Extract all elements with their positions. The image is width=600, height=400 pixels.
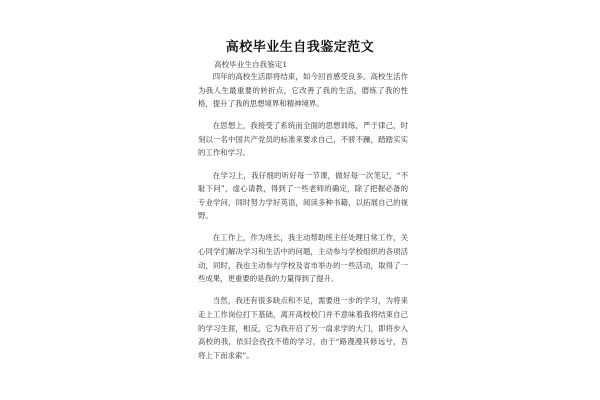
document-title: 高校毕业生自我鉴定范文 xyxy=(225,40,375,55)
document-subtitle: 高校毕业生自我鉴定1 xyxy=(214,60,288,69)
paragraph-intro: 四年的高校生活即将结束，如今回首感受良多。高校生活作为我人生最重要的转折点，它改善了我的生活，磨练了我的性格，提升了我的思想境界和精神境界。 xyxy=(198,72,408,109)
paragraph-conclusion: 当然，我还有很多缺点和不足，需要进一步的学习，为将来走上工作岗位打下基础，离开高校校门并不意味着我将结束自己的学习生涯，相反，它为我开启了另一扇求学的大门，即将步入高校的我，依旧会孜孜不倦的学习，由于“路漫漫其修远兮，吾将上下而求索”。 xyxy=(198,296,408,360)
paragraph-study: 在学习上，我仔细的听好每一节课，做好每一次笔记，“不耻下问”，虚心请教，得到了一些老师的确定，除了把握必备的专业学问，同时努力学好英语，阅读多种书籍，以拓展自己的视野。 xyxy=(198,170,408,221)
paragraph-thought: 在思想上，我接受了系统而全面的思想训练，严于律己，时刻以一名中国共产党员的标准来要求自己，不骄不躁，踏踏实实的工作和学习。 xyxy=(198,121,408,158)
paragraph-work: 在工作上，作为班长，我主动帮助班主任处理日常工作，关心同学们解决学习和生活中的问题，主动参与学校组织的各项活动，同时，我也主动参与学校及省市举办的一些活动，取得了一些成果，更重要的是我的力量得到了提升。 xyxy=(198,233,408,284)
document-body xyxy=(198,70,408,371)
